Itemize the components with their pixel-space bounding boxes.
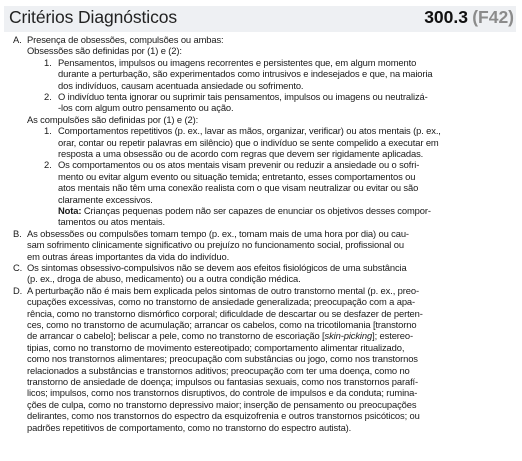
criterion-a-line: Presença de obsessões, compulsões ou ambas: — [27, 34, 224, 45]
criterion-d-line: licos; impulsos, como nos transtornos disruptivos, do controle de impulsos e da conduta; rumina- — [27, 387, 418, 399]
obsession-2-line: O indivíduo tenta ignorar ou suprimir tais pensamentos, impulsos ou imagens ou neutralizá- — [58, 91, 428, 102]
criterion-d-line: A perturbação não é mais bem explicada pelos sintomas de outro transtorno mental (p. ex., preo- — [27, 284, 419, 296]
criterion-d-text: ]; estereo- — [372, 330, 413, 342]
icd-code: (F42) — [472, 7, 514, 27]
criterion-d-line: padrões repetitivos de comportamento, como no transtorno do espectro autista). — [27, 421, 352, 433]
compulsion-2-line: atos mentais não têm uma conexão realista com o que visam neutralizar ou evitar ou são — [58, 182, 419, 194]
note-label: Nota: — [58, 205, 82, 216]
compulsion-1-line: orar, contar ou repetir palavras em silêncio) que o indivíduo se sente compelido a executar em — [58, 136, 439, 148]
compulsion-2-line: Os comportamentos ou os atos mentais visam prevenir ou reduzir a ansiedade ou o sofri- — [58, 159, 420, 171]
compulsion-1-line: resposta a uma obsessão ou de acordo com regras que devem ser rigidamente aplicadas. — [58, 148, 424, 159]
criterion-b-line: sam sofrimento clinicamente significativo ou prejuízo no funcionamento social, profissional ou — [27, 239, 404, 251]
criterion-d-line: ções de culpa, como no transtorno depressivo maior; inserção de pensamento ou preocupações — [27, 398, 417, 410]
note-text: Crianças pequenas podem não ser capazes de enunciar os objetivos desses compor- — [81, 205, 431, 216]
diagnostic-code: 300.3 — [424, 7, 468, 27]
compulsion-2-line: claramente excessivos. — [58, 193, 153, 205]
obsession-1-line: Pensamentos, impulsos ou imagens recorrentes e persistentes que, em algum momento — [58, 56, 417, 68]
criterion-d-line: transtorno de ansiedade de doença; impulsos ou fantasias sexuais, como nos transtornos parafí- — [27, 376, 419, 387]
criterion-c-marker: C. — [13, 262, 23, 273]
obsession-1-marker: 1. — [44, 56, 52, 68]
criterion-c-line: Os sintomas obsessivo-compulsivos não se devem aos efeitos fisiológicos de uma substância — [27, 262, 407, 273]
criterion-c-line: (p. ex., droga de abuso, medicamento) ou a outra condição médica. — [27, 273, 301, 285]
skin-picking-term: skin-picking — [324, 330, 373, 342]
compulsion-2-marker: 2. — [44, 159, 52, 171]
criterion-b-marker: B. — [13, 227, 22, 239]
criterion-d-line — [27, 330, 413, 341]
criterion-d-line: rência, como no transtorno dismórfico corporal; dificuldade de descartar ou se desfazer de perten- — [27, 307, 423, 319]
criterion-d-line: relacionados a substâncias e transtornos aditivos; preocupação com ter uma doença, como no — [27, 364, 410, 376]
obsession-1-line: dos indivíduos, causam acentuada ansiedade ou sofrimento. — [58, 79, 304, 91]
page-title: Critérios Diagnósticos — [9, 7, 177, 27]
compulsion-1-line: Comportamentos repetitivos (p. ex., lavar as mãos, organizar, verificar) ou atos mentais (p. ex., — [58, 125, 441, 137]
criterion-d-text: de arrancar o cabelo]; beliscar a pele, como no transtorno de escoriação [ — [27, 330, 325, 342]
note-line — [58, 205, 431, 216]
obsessions-intro: Obsessões são definidas por (1) e (2): — [27, 45, 182, 57]
note-line: tamentos ou atos mentais. — [58, 216, 165, 228]
criterion-d-line: ces, como no transtorno de acumulação; arrancar os cabelos, como na tricotilomania [transtorno — [27, 319, 417, 330]
obsession-2-marker: 2. — [44, 91, 52, 102]
compulsions-intro: As compulsões são definidas por (1) e (2): — [27, 113, 199, 125]
criterion-a-marker: A. — [13, 34, 22, 45]
criterion-d-marker: D. — [13, 284, 23, 296]
criterion-d-line: tipias, como no transtorno de movimento estereotipado; comportamento alimentar ritualizado, — [27, 341, 405, 353]
criterion-b-line: em outras áreas importantes da vida do indivíduo. — [27, 250, 230, 262]
criterion-d-line: delirantes, como nos transtornos do espectro da esquizofrenia e outros transtornos psicóticos; ou — [27, 410, 420, 422]
obsession-2-line: -los com algum outro pensamento ou ação. — [58, 102, 234, 114]
compulsion-2-line: mento ou evitar algum evento ou situação temida; entretanto, esses comportamentos ou — [58, 170, 416, 182]
criterion-d-line: cupações excessivas, como no transtorno de ansiedade generalizada; preocupação com a apa- — [27, 296, 416, 308]
criterion-d-line: como nos transtornos alimentares; preocupação com substâncias ou jogo, como nos transtornos — [27, 353, 418, 365]
compulsion-1-marker: 1. — [44, 125, 52, 137]
criterion-b-line: As obsessões ou compulsões tomam tempo (p. ex., tomam mais de uma hora por dia) ou cau- — [27, 227, 409, 239]
obsession-1-line: durante a perturbação, são experimentados como intrusivos e indesejados e que, na maioria — [58, 68, 433, 80]
